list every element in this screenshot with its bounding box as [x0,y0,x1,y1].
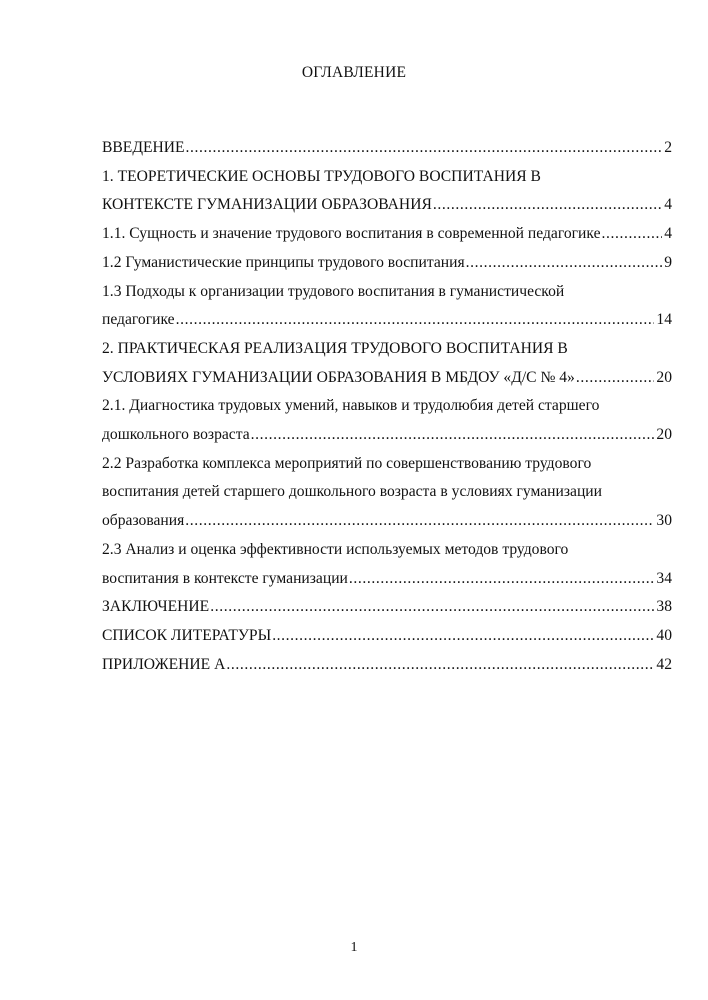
toc-entry-title: ВВЕДЕНИЕ [102,139,185,156]
toc-entry[interactable] [102,450,672,536]
toc-entry-page-number: 42 [656,655,672,673]
page-number: 1 [350,940,358,955]
toc-entry-text-line: 1.3 Подходы к организации трудового воспитания в гуманистической [102,282,565,300]
toc-entry-text-line: 2.2 Разработка комплекса мероприятий по совершенствованию трудового [102,454,592,472]
toc-entry-title: образования [102,512,185,530]
dot-leader [185,507,654,536]
toc-entry-title: ПРИЛОЖЕНИЕ А [102,655,226,673]
toc-entry-leader-line [102,651,672,680]
toc-entry-page-number: 9 [664,253,672,271]
toc-entry-text-line: 2. ПРАКТИЧЕСКАЯ РЕАЛИЗАЦИЯ ТРУДОВОГО ВОСПИТАНИЯ В [102,339,568,357]
toc-entry[interactable] [102,651,672,680]
toc-entry[interactable] [102,335,672,392]
toc-entry-page-number: 20 [656,368,672,386]
dot-leader [251,421,655,450]
toc-entry[interactable] [102,278,672,335]
toc-entry-leader-line [102,249,672,278]
dot-leader [602,220,663,249]
toc-entry-page-number: 38 [656,598,672,616]
toc-entry-leader-line [102,593,672,622]
dot-leader [272,622,654,651]
toc-entry-leader-line [102,134,672,163]
toc-title: ОГЛАВЛЕНИЕ [301,64,407,81]
toc-entry-page-number: 2 [664,139,672,156]
toc-entry[interactable] [102,622,672,651]
dot-leader [466,249,663,278]
toc-entry-page-number: 30 [656,512,672,530]
dot-leader [349,565,655,594]
toc-entry-leader-line [102,421,672,450]
toc-entry-leader-line [102,565,672,594]
dot-leader [176,306,655,335]
toc-entry-leader-line [102,191,672,220]
toc-entry-page-number: 4 [664,196,672,214]
toc-entry[interactable] [102,392,672,449]
toc-entry[interactable] [102,536,672,593]
toc-entry-leader-line [102,364,672,393]
toc-entry-title: ЗАКЛЮЧЕНИЕ [102,598,210,616]
toc-entry-leader-line [102,507,672,536]
toc-entry-title: 1.2 Гуманистические принципы трудового воспитания [102,253,465,271]
toc-entry-leader-line [102,622,672,651]
dot-leader [186,134,663,163]
toc-entry-title: воспитания в контексте гуманизации [102,569,348,587]
toc-entry-page-number: 34 [656,569,672,587]
toc-entry[interactable] [102,220,672,249]
dot-leader [210,593,654,622]
toc-entry-text-line: воспитания детей старшего дошкольного возраста в условиях гуманизации [102,483,602,501]
toc-entry-title: 1.1. Сущность и значение трудового воспитания в современной педагогике [102,225,601,243]
toc-entry-page-number: 40 [656,626,672,644]
toc-entry[interactable] [102,249,672,278]
table-of-contents [102,134,672,679]
toc-entry-title: УСЛОВИЯХ ГУМАНИЗАЦИИ ОБРАЗОВАНИЯ В МБДОУ «Д/С № 4» [102,368,575,386]
toc-entry-title: СПИСОК ЛИТЕРАТУРЫ [102,626,272,644]
toc-entry-text-line: 2.1. Диагностика трудовых умений, навыков и трудолюбия детей старшего [102,397,600,415]
toc-entry-page-number: 14 [656,311,672,329]
toc-entry[interactable] [102,134,672,163]
toc-entry-leader-line [102,306,672,335]
toc-entry-text-line: 1. ТЕОРЕТИЧЕСКИЕ ОСНОВЫ ТРУДОВОГО ВОСПИТАНИЯ В [102,167,541,185]
dot-leader [226,651,654,680]
toc-entry-title: дошкольного возраста [102,426,250,444]
dot-leader [576,364,655,393]
dot-leader [433,191,662,220]
toc-entry-text-line: 2.3 Анализ и оценка эффективности используемых методов трудового [102,540,569,558]
toc-entry[interactable] [102,163,672,220]
toc-entry-page-number: 20 [656,426,672,444]
toc-entry[interactable] [102,593,672,622]
toc-entry-title: КОНТЕКСТЕ ГУМАНИЗАЦИИ ОБРАЗОВАНИЯ [102,196,432,214]
toc-entry-leader-line [102,220,672,249]
toc-entry-title: педагогике [102,311,175,329]
toc-entry-page-number: 4 [664,225,672,243]
